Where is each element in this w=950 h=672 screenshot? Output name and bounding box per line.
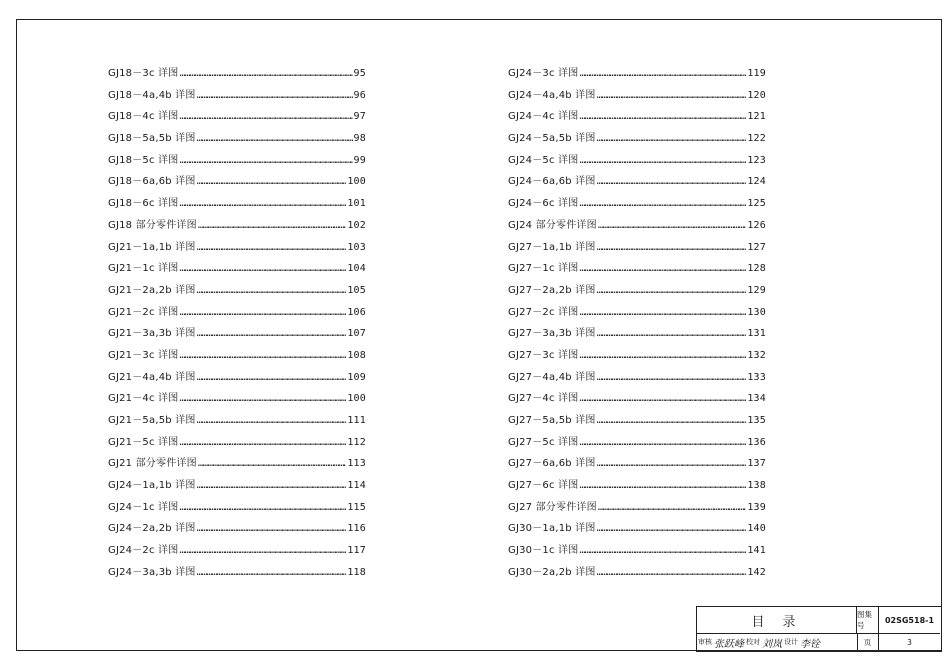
- toc-entry-page: 103: [347, 241, 366, 253]
- toc-entry: [508, 194, 766, 216]
- dot-leader: [579, 155, 746, 166]
- toc-entry-page: 140: [747, 523, 766, 535]
- toc-entry: [108, 151, 366, 173]
- toc-entry-label: GJ27－5c 详图: [508, 436, 579, 448]
- dot-leader: [579, 545, 746, 556]
- toc-entry-label: GJ24－4c 详图: [508, 111, 579, 123]
- toc-entry-page: 142: [747, 566, 766, 578]
- toc-entry-page: 130: [747, 306, 766, 318]
- toc-entry: [108, 259, 366, 281]
- toc-entry: [108, 194, 366, 216]
- toc-entry-page: 111: [347, 415, 366, 426]
- dot-leader: [579, 68, 746, 79]
- toc-entry: [108, 476, 366, 498]
- dot-leader: [198, 458, 347, 469]
- toc-entry-page: 118: [347, 566, 366, 578]
- toc-entry-label: GJ24－5c 详图: [508, 154, 579, 166]
- toc-entry: [108, 498, 366, 520]
- toc-entry: [508, 389, 766, 411]
- toc-entry-page: 115: [347, 501, 366, 513]
- toc-entry-label: GJ27－6c 详图: [508, 480, 579, 492]
- toc-entry: [508, 346, 766, 368]
- dot-leader: [179, 263, 346, 274]
- toc-entry-label: GJ30－1a,1b 详图: [508, 523, 596, 535]
- toc-entry: [508, 303, 766, 325]
- toc-entry-page: 126: [747, 219, 766, 231]
- dot-leader: [197, 90, 353, 101]
- toc-entry-page: 120: [747, 89, 766, 101]
- toc-entry-label: GJ24－1a,1b 详图: [108, 480, 196, 492]
- toc-entry-label: GJ30－1c 详图: [508, 545, 579, 557]
- dot-leader: [597, 415, 747, 426]
- toc-entry-label: GJ21－1a,1b 详图: [108, 241, 196, 253]
- toc-entry-page: 138: [747, 480, 766, 492]
- toc-entry-label: GJ24 部分零件详图: [508, 219, 597, 231]
- dot-leader: [198, 220, 347, 231]
- toc-entry-label: GJ21－4c 详图: [108, 393, 179, 405]
- toc-entry-page: 113: [347, 458, 366, 470]
- toc-entry-label: GJ27－3c 详图: [508, 349, 579, 361]
- toc-entry-label: GJ27－2c 详图: [508, 306, 579, 318]
- toc-entry-page: 114: [347, 480, 366, 492]
- dot-leader: [597, 523, 747, 534]
- dot-leader: [179, 437, 346, 448]
- toc-entry: [108, 64, 366, 86]
- designer-label: 设计: [784, 638, 798, 646]
- atlas-number: 02SG518-1: [879, 607, 940, 634]
- toc-entry-label: GJ27－5a,5b 详图: [508, 415, 596, 426]
- toc-entry-label: GJ24－2c 详图: [108, 545, 179, 557]
- toc-entry: [108, 86, 366, 108]
- toc-entry-page: 116: [347, 523, 366, 535]
- dot-leader: [197, 415, 347, 426]
- dot-leader: [598, 502, 747, 513]
- dot-leader: [579, 111, 746, 122]
- toc-entry: [108, 563, 366, 585]
- toc-entry-page: 128: [747, 263, 766, 275]
- dot-leader: [579, 393, 746, 404]
- checker-label: 校对: [746, 638, 760, 646]
- toc-entry-label: GJ18－5c 详图: [108, 154, 179, 166]
- toc-entry-label: GJ27－1c 详图: [508, 263, 579, 275]
- toc-entry: [108, 172, 366, 194]
- toc-entry: [108, 216, 366, 238]
- toc-entry: [508, 86, 766, 108]
- toc-entry: [508, 476, 766, 498]
- toc-entry-label: GJ24－2a,2b 详图: [108, 523, 196, 535]
- dot-leader: [179, 68, 352, 79]
- dot-leader: [597, 176, 747, 187]
- toc-entry: [508, 563, 766, 585]
- toc-entry-page: 124: [747, 176, 766, 188]
- toc-entry-page: 131: [747, 328, 766, 340]
- toc-entry: [508, 151, 766, 173]
- toc-entry: [508, 368, 766, 390]
- toc-column-left: [108, 64, 366, 585]
- dot-leader: [179, 545, 346, 556]
- dot-leader: [579, 480, 746, 491]
- toc-entry: [508, 541, 766, 563]
- toc-entry-label: GJ18－4a,4b 详图: [108, 89, 196, 101]
- dot-leader: [597, 328, 747, 339]
- toc-entry: [108, 454, 366, 476]
- toc-entry-label: GJ21－4a,4b 详图: [108, 371, 196, 383]
- toc-entry-label: GJ21－5c 详图: [108, 436, 179, 448]
- toc-entry-page: 100: [347, 176, 366, 188]
- dot-leader: [597, 285, 747, 296]
- toc-entry: [108, 411, 366, 433]
- toc-entry: [108, 107, 366, 129]
- toc-entry-page: 97: [353, 111, 366, 123]
- toc-entry-page: 129: [747, 284, 766, 296]
- toc-entry-label: GJ24－6c 详图: [508, 198, 579, 210]
- toc-entry: [508, 498, 766, 520]
- toc-entry-label: GJ18－5a,5b 详图: [108, 133, 196, 145]
- toc-entry-label: GJ18－6a,6b 详图: [108, 176, 196, 188]
- toc-entry-label: GJ27 部分零件详图: [508, 501, 597, 513]
- toc-entry-label: GJ27－3a,3b 详图: [508, 328, 596, 340]
- dot-leader: [579, 350, 746, 361]
- toc-entry-page: 105: [347, 284, 366, 296]
- dot-leader: [179, 155, 352, 166]
- toc-entry-label: GJ27－6a,6b 详图: [508, 458, 596, 470]
- toc-entry-label: GJ18 部分零件详图: [108, 219, 197, 231]
- dot-leader: [598, 220, 747, 231]
- toc-entry: [108, 519, 366, 541]
- toc-entry-page: 135: [747, 415, 766, 426]
- toc-entry-page: 112: [347, 436, 366, 448]
- toc-entry-label: GJ30－2a,2b 详图: [508, 566, 596, 578]
- toc-entry-page: 127: [747, 241, 766, 253]
- dot-leader: [597, 90, 747, 101]
- toc-entry-label: GJ24－4a,4b 详图: [508, 89, 596, 101]
- toc-entry-label: GJ27－4a,4b 详图: [508, 371, 596, 383]
- toc-entry-page: 119: [747, 68, 766, 79]
- toc-entry: [508, 259, 766, 281]
- toc-entry-label: GJ18－6c 详图: [108, 198, 179, 210]
- toc-entry: [108, 541, 366, 563]
- toc-entry: [508, 129, 766, 151]
- toc-entry-label: GJ21－2a,2b 详图: [108, 284, 196, 296]
- toc-entry-label: GJ21 部分零件详图: [108, 458, 197, 470]
- toc-entry: [508, 519, 766, 541]
- dot-leader: [197, 372, 347, 383]
- toc-entry: [508, 433, 766, 455]
- toc-entry-label: GJ24－5a,5b 详图: [508, 133, 596, 145]
- toc-entry: [508, 411, 766, 433]
- dot-leader: [197, 567, 347, 578]
- toc-entry-page: 100: [347, 393, 366, 405]
- toc-entry-page: 121: [747, 111, 766, 123]
- toc-entry-page: 125: [747, 198, 766, 210]
- toc-entry-page: 96: [353, 89, 366, 101]
- toc-entry-page: 137: [747, 458, 766, 470]
- toc-entry-label: GJ21－3a,3b 详图: [108, 328, 196, 340]
- title-block: [696, 606, 942, 652]
- toc-entry: [108, 281, 366, 303]
- toc-entry-label: GJ21－2c 详图: [108, 306, 179, 318]
- toc-entry-page: 141: [747, 545, 766, 557]
- toc-entry: [108, 368, 366, 390]
- toc-entry-page: 99: [353, 154, 366, 166]
- page-label: 页: [857, 634, 879, 650]
- toc-entry: [508, 64, 766, 86]
- toc-entry: [508, 324, 766, 346]
- toc-entry-page: 132: [747, 349, 766, 361]
- toc-entry-page: 117: [347, 545, 366, 557]
- dot-leader: [197, 480, 347, 491]
- toc-entry: [108, 324, 366, 346]
- toc-entry-page: 133: [747, 371, 766, 383]
- toc-entry-label: GJ21－3c 详图: [108, 349, 179, 361]
- signature-row: [697, 634, 858, 650]
- toc-entry: [108, 346, 366, 368]
- toc-entry-page: 101: [347, 198, 366, 210]
- dot-leader: [579, 307, 746, 318]
- toc-entry: [108, 238, 366, 260]
- toc-entry-page: 122: [747, 133, 766, 145]
- toc-entry-label: GJ21－1c 详图: [108, 263, 179, 275]
- toc-entry-page: 107: [347, 328, 366, 340]
- dot-leader: [197, 176, 347, 187]
- dot-leader: [197, 523, 347, 534]
- toc-entry-page: 109: [347, 371, 366, 383]
- toc-entry-label: GJ18－4c 详图: [108, 111, 179, 123]
- toc-entry-page: 134: [747, 393, 766, 405]
- toc-entry-page: 139: [747, 501, 766, 513]
- toc-entry-page: 108: [347, 349, 366, 361]
- dot-leader: [179, 393, 346, 404]
- title-block-title: 目录: [697, 607, 857, 634]
- toc-entry: [508, 107, 766, 129]
- dot-leader: [597, 458, 747, 469]
- toc-entry-label: GJ27－1a,1b 详图: [508, 241, 596, 253]
- toc-entry-page: 104: [347, 263, 366, 275]
- toc-entry: [508, 172, 766, 194]
- page-number: 3: [907, 637, 912, 647]
- toc-entry-page: 106: [347, 306, 366, 318]
- dot-leader: [179, 350, 346, 361]
- dot-leader: [597, 567, 747, 578]
- dot-leader: [579, 198, 746, 209]
- toc-entry-label: GJ18－3c 详图: [108, 68, 179, 79]
- dot-leader: [179, 198, 346, 209]
- toc-entry: [508, 454, 766, 476]
- toc-entry-label: GJ27－4c 详图: [508, 393, 579, 405]
- toc-entry-label: GJ24－1c 详图: [108, 501, 179, 513]
- designer-signature: 李铨: [800, 638, 820, 650]
- dot-leader: [197, 133, 353, 144]
- toc-entry-page: 102: [347, 219, 366, 231]
- toc-entry-page: 136: [747, 436, 766, 448]
- atlas-number-label: 图集号: [857, 607, 879, 634]
- dot-leader: [179, 307, 346, 318]
- toc-entry-label: GJ24－3c 详图: [508, 68, 579, 79]
- toc-entry: [108, 303, 366, 325]
- toc-entry-label: GJ21－5a,5b 详图: [108, 415, 196, 426]
- dot-leader: [579, 437, 746, 448]
- reviewer-label: 审核: [698, 638, 712, 646]
- toc-entry: [508, 238, 766, 260]
- dot-leader: [579, 263, 746, 274]
- dot-leader: [597, 242, 747, 253]
- toc-entry: [108, 389, 366, 411]
- dot-leader: [597, 372, 747, 383]
- toc-entry-page: 95: [353, 68, 366, 79]
- dot-leader: [597, 133, 747, 144]
- toc-entry: [108, 433, 366, 455]
- dot-leader: [179, 502, 346, 513]
- toc-column-right: [508, 64, 766, 585]
- toc-entry-page: 123: [747, 154, 766, 166]
- toc-entry-page: 98: [353, 133, 366, 145]
- toc-entry: [508, 216, 766, 238]
- toc-entry-label: GJ24－6a,6b 详图: [508, 176, 596, 188]
- dot-leader: [197, 285, 347, 296]
- toc-entry: [508, 281, 766, 303]
- toc-entry-label: GJ27－2a,2b 详图: [508, 284, 596, 296]
- dot-leader: [179, 111, 352, 122]
- dot-leader: [197, 328, 347, 339]
- checker-signature: 刘岚: [762, 638, 782, 650]
- reviewer-signature: 张跃峰: [714, 638, 744, 650]
- dot-leader: [197, 242, 347, 253]
- toc-entry: [108, 129, 366, 151]
- toc-entry-label: GJ24－3a,3b 详图: [108, 566, 196, 578]
